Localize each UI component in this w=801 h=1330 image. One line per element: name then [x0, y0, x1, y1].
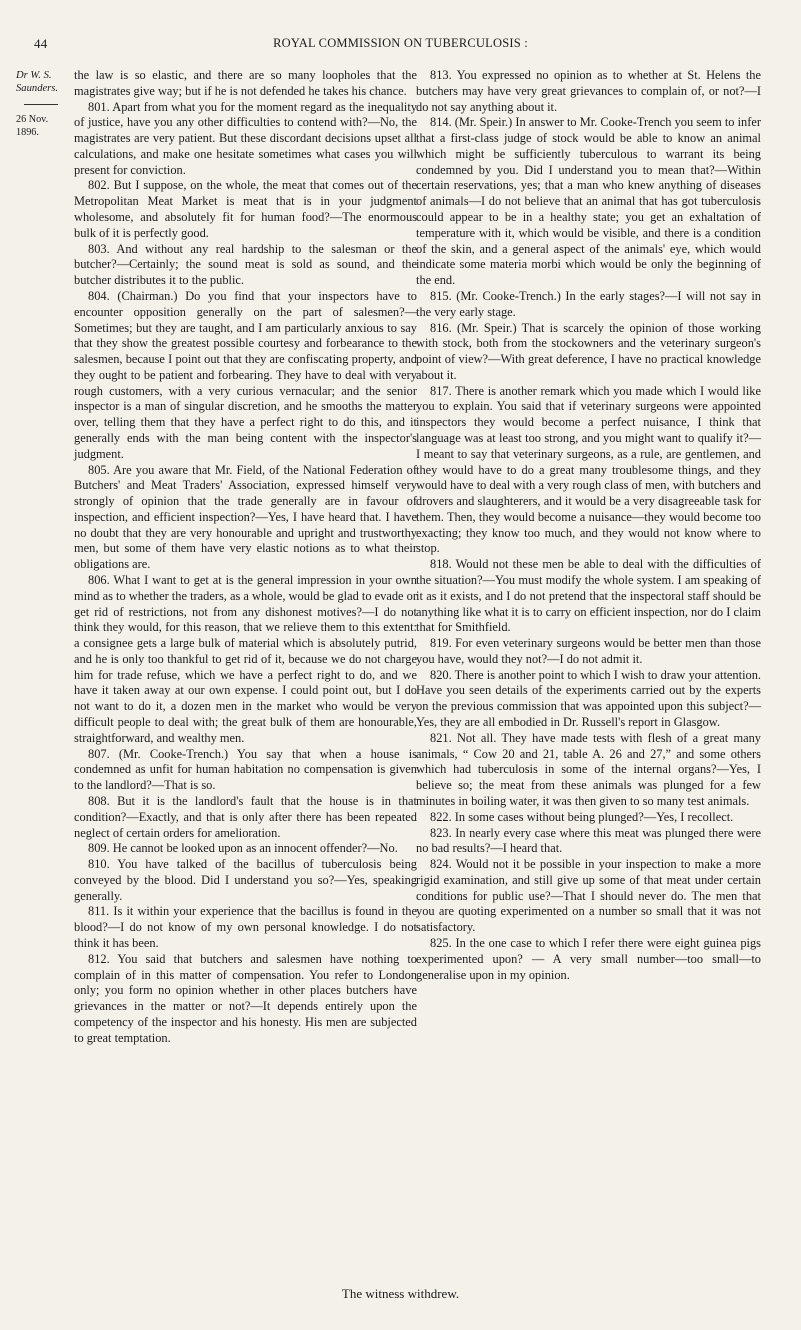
paragraph: 807. (Mr. Cooke-Trench.) You say that when a house is condemned as unfit for human habitation no compensation is given to the landlord?—That is so.: [74, 746, 417, 793]
margin-note: [16, 69, 66, 139]
paragraph: 815. (Mr. Cooke-Trench.) In the early stages?—I will not say in the very early stage.: [416, 288, 761, 319]
paragraph: 804. (Chairman.) Do you find that your inspectors have to encounter opposition generally on the part of salesmen?—Sometimes; but they are taught, and I am particularly anxious to say that they show the greatest possible courtesy and forbearance to the salesmen, because I point out that they are confiscating property, and they ought to be patient and forbearing. They have to deal with very rough customers, with a very curious vernacular; and the senior inspector is a man of singular discretion, and he smooths the matter over, telling them that they have a perfect right to do this, and it generally ends with the man being content with the inspector's judgment.: [74, 288, 417, 461]
paragraph: 806. What I want to get at is the general impression in your own mind as to whether the traders, as a whole, would be glad to evade or get rid of restrictions, not from any dishonest motives?—I do not think they would, for this reason, that we relieve them to this extent: a consignee gets a large bulk of material which is absolutely putrid, and he is only too thankful to get rid of it, because we do not charge him for trade refuse, which we have a perfect right to do, and we have it taken away at our own expense. I could point out, but I do not want to do it, a dozen men in the market who would be very difficult people to deal with; the great bulk of them are honourable, straightforward, and wealthy men.: [74, 573, 417, 745]
paragraph: 803. And without any real hardship to the salesman or the butcher?—Certainly; the sound meat is sold as sound, and the butcher distributes it to the public.: [74, 241, 417, 288]
paragraph: 824. Would not it be possible in your inspection to make a more rigid examination, and still give up some of that meat under certain conditions for public use?—That I should never do. The men that you are quoting experimented on a number so small that it was not satisfactory.: [416, 857, 761, 935]
right-column: [416, 68, 761, 983]
paragraph: 816. (Mr. Speir.) That is scarcely the opinion of those working with stock, both from the stockowners and the veterinary surgeon's point of view?—With great deference, I have no practical knowledge about it.: [416, 320, 761, 382]
left-column: [74, 68, 417, 1046]
paragraph: the law is so elastic, and there are so many loopholes that the magistrates give way; but if he is not defended he takes his chance.: [74, 68, 417, 98]
paragraph: 822. In some cases without being plunged?—Yes, I recollect.: [430, 809, 734, 824]
paragraph: 802. But I suppose, on the whole, the meat that comes out of the Metropolitan Meat Market is meat that is in your judgment wholesome, and absolutely fit for human food?—The enormous bulk of it is perfectly good.: [74, 178, 417, 240]
running-title: ROYAL COMMISSION ON TUBERCULOSIS :: [273, 36, 528, 50]
witness-name: Dr W. S. Saunders.: [16, 70, 59, 94]
hearing-date: 26 Nov. 1896.: [16, 114, 49, 138]
paragraph: 825. In the one case to which I refer there were eight guinea pigs experimented upon? — A very small number—too small—to generalise upon in my opinion.: [416, 935, 761, 982]
paragraph: 801. Apart from what you for the moment regard as the inequality of justice, have you any other difficulties to contend with?—No, the magistrates are very patient. But these discordant decisions upset all calculations, and make one hesitate sometimes what cases you will present for conviction.: [74, 99, 417, 177]
paragraph: 810. You have talked of the bacillus of tuberculosis being conveyed by the blood. Did I understand you so?—Yes, speaking generally.: [74, 857, 417, 903]
paragraph: 811. Is it within your experience that the bacillus is found in the blood?—I do not know of my own personal knowledge. I do not think it has been.: [74, 904, 417, 950]
witness-withdrew-note: The witness withdrew.: [341, 1286, 460, 1301]
paragraph: 814. (Mr. Speir.) In answer to Mr. Cooke-Trench you seem to infer that a first-class judge of stock would be able to know an animal which might be sufficiently tuberculous to warrant its being condemned by you. Did I understand you to mean that?—Within certain reservations, yes; that a man who knew anything of diseases of animals—I do not believe that an animal that has got tuberculosis could appear to be in a healthy state; you get an exhaltation of temperature with it, which would be visible, and there is a condition of the skin, and a general aspect of the animals' eye, which would indicate some materia morbi which would be only the beginning of the end.: [416, 115, 761, 288]
margin-rule: [24, 104, 58, 105]
paragraph: 808. But it is the landlord's fault that the house is in that condition?—Exactly, and that is only after there has been repeated neglect of certain orders for amelioration.: [74, 793, 417, 840]
paragraph: 823. In nearly every case where this meat was plunged there were no bad results?—I heard that.: [416, 825, 761, 856]
paragraph: 809. He cannot be looked upon as an innocent offender?—No.: [88, 841, 398, 856]
paragraph: 820. There is another point to which I wish to draw your attention. Have you seen details of the experiments carried out by the experts on the previous commission that was appointed upon this subject?—Yes, they are all embodied in Dr. Russell's report in Glasgow.: [416, 667, 761, 730]
paragraph: 813. You expressed no opinion as to whether at St. Helens the butchers may have very great grievances to complain of, or not?—I do not say anything about it.: [416, 68, 761, 114]
paragraph: 812. You said that butchers and salesmen have nothing to complain of in this matter of compensation. You refer to London only; you form no opinion whether in other places butchers have grievances in the matter or not?—It depends entirely upon the competency of the inspector and his honesty. His men are subjected to great temptation.: [74, 951, 417, 1045]
page-number: 44: [34, 36, 48, 51]
paragraph: 821. Not all. They have made tests with flesh of a great many animals, “ Cow 20 and 21, table A. 26 and 27,” and some others which had tuberculosis in some of the internal organs?—Yes, I believe so; the meat from these animals was plunged for a few minutes in boiling water, it was then given to so many test animals.: [416, 730, 761, 808]
paragraph: 817. There is another remark which you made which I would like you to explain. You said that if veterinary surgeons were appointed inspectors they would become a perfect nuisance, I think that language was at least too strong, and you might want to qualify it?—I meant to say that veterinary surgeons, as a rule, are gentlemen, and they would have to do a great many troublesome things, and they would have to deal with a very rough class of men, with butchers and drovers and slaughterers, and it would be a very disagreeable task for them. Then, they would become a nuisance—they would become too exacting; they know too much, and they would not know where to stop.: [416, 383, 761, 556]
paragraph: 818. Would not these men be able to deal with the difficulties of the situation?—You must modify the whole system. I am speaking of it as it exists, and I do not pretend that the inspectoral staff should be anything like what it is to carry on efficient inspection, nor do I claim that for Smithfield.: [416, 557, 761, 635]
paragraph: 805. Are you aware that Mr. Field, of the National Federation of Butchers' and Meat Traders' Association, expressed himself very strongly of opinion that the trade generally are in favour of inspection, and efficient inspection?—Yes, I have heard that. I have no doubt that they are very honourable and upright and trustworthy men, but some of them have very elastic notions as to what their obligations are.: [74, 462, 417, 572]
paragraph: 819. For even veterinary surgeons would be better men than those you have, would they not?—I do not admit it.: [416, 636, 761, 666]
